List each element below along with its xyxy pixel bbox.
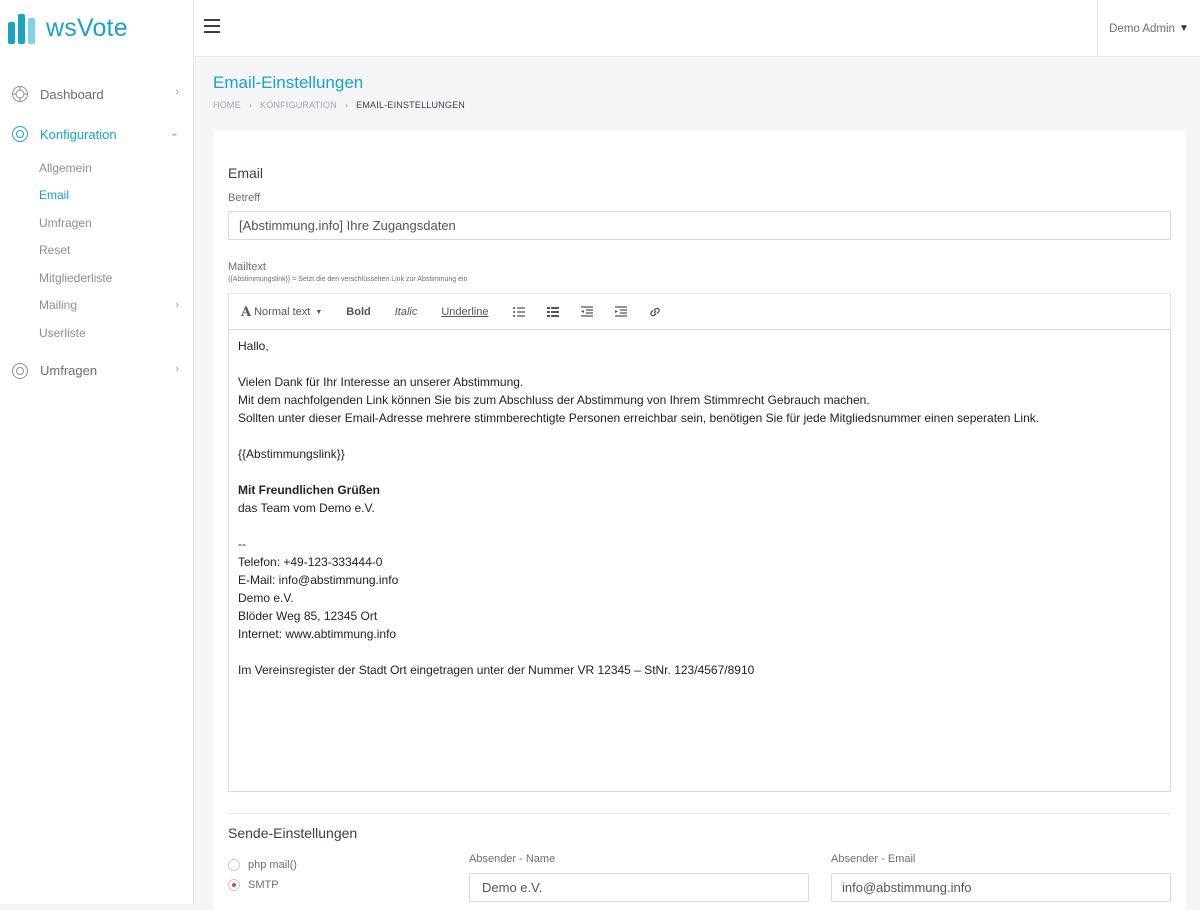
editor-line [238,643,1161,661]
sidebar-nav [0,74,193,391]
chevron-right-icon: › [175,298,179,311]
sidebar-subitem-label: Mailing [39,298,78,313]
radio-smtp[interactable] [228,879,279,891]
editor-line: {{Abstimmungslink}} [238,447,345,461]
subject-label: Betreff [228,192,261,204]
bold-button[interactable]: Bold [346,306,371,318]
radio-label: SMTP [248,879,279,891]
link-icon[interactable] [648,305,662,319]
editor-toolbar [228,293,1171,330]
sender-email-input[interactable]: info@abstimmung.info [831,873,1171,902]
chevron-right-icon: › [344,100,349,110]
page-title: Email-Einstellungen [213,73,364,92]
sidebar-item-umfragen[interactable] [0,351,193,391]
radio-php-mail[interactable] [228,859,297,871]
menu-icon[interactable] [204,19,220,33]
breadcrumb-current: EMAIL-EINSTELLUNGEN [356,100,465,110]
editor-line: das Team vom Demo e.V. [238,501,375,515]
logo[interactable] [0,0,193,56]
email-settings-card [213,130,1186,910]
logo-icon [8,12,40,44]
chevron-down-icon: ⌄ [169,127,179,139]
editor-line [238,463,1161,481]
mailtext-label: Mailtext [228,261,266,273]
submenu-konfiguration [0,154,193,347]
editor-line: Telefon: +49-123-333444-0 [238,555,383,569]
breadcrumb-home[interactable]: HOME [213,100,241,110]
sender-name-label: Absender - Name [469,853,556,865]
sidebar-item-label: Konfiguration [40,126,117,142]
sidebar-item-konfiguration[interactable] [0,114,193,154]
sidebar-subitem-mailing[interactable] [39,292,193,320]
sidebar-subitem-mitgliederliste[interactable]: Mitgliederliste [39,270,113,285]
editor-line: Demo e.V. [238,591,294,605]
breadcrumb [213,100,465,110]
sidebar-item-label: Dashboard [40,86,104,102]
editor-line: -- [238,537,246,551]
radio-unchecked-icon [228,859,240,871]
numbered-list-icon[interactable] [546,305,560,319]
sidebar [0,0,194,904]
sidebar-subitem-email[interactable]: Email [39,188,70,203]
indent-icon[interactable] [614,305,628,319]
underline-button[interactable]: Underline [441,306,489,318]
poll-icon [10,361,30,381]
editor-line: E-Mail: info@abstimmung.info [238,573,399,587]
chevron-right-icon: › [175,362,179,375]
app-name: wsVote [46,13,128,42]
editor-line: Mit dem nachfolgenden Link können Sie bis zum Abschluss der Abstimmung von Ihrem Stimmrecht Gebrauch machen. [238,393,870,407]
chevron-right-icon: › [175,86,179,98]
section-divider [228,813,1171,814]
editor-line: Mit Freundlichen Grüßen [238,483,381,497]
editor-line: Vielen Dank für Ihr Interesse an unserer Abstimmung. [238,375,524,389]
sender-name-input[interactable]: Demo e.V. [469,873,809,902]
email-section-title: Email [228,165,264,181]
chevron-down-icon: ▼ [1178,23,1189,34]
sidebar-subitem-allgemein[interactable]: Allgemein [39,160,92,175]
sidebar-subitem-reset[interactable]: Reset [39,243,71,258]
user-menu[interactable] [1097,0,1200,57]
user-name: Demo Admin [1109,22,1175,35]
sender-email-label: Absender - Email [831,853,916,865]
sidebar-item-label: Umfragen [40,363,98,378]
italic-button[interactable]: Italic [394,306,418,318]
mailtext-editor[interactable] [228,329,1171,792]
top-bar [194,0,1200,57]
chevron-down-icon: ▼ [315,308,323,316]
editor-line: Sollten unter dieser Email-Adresse mehrere stimmberechtigte Personen erreichbar sein, benötigen Sie für jede Mitgliedsnummer einen seperaten Link. [238,411,1040,425]
editor-line [238,517,1161,535]
editor-line [238,355,1161,373]
editor-line [238,427,1161,445]
chevron-right-icon: › [248,100,253,110]
text-format-label: Normal text [254,306,311,318]
text-format-dropdown[interactable] [241,305,322,320]
dashboard-icon [10,84,30,104]
sidebar-subitem-umfragen[interactable]: Umfragen [39,215,92,230]
subject-input[interactable]: [Abstimmung.info] Ihre Zugangsdaten [228,211,1171,240]
sidebar-subitem-userliste[interactable]: Userliste [39,325,86,340]
sidebar-item-dashboard[interactable] [0,74,193,114]
font-icon: A [241,304,252,320]
settings-icon [10,124,30,144]
editor-line: Blöder Weg 85, 12345 Ort [238,609,378,623]
editor-line: Internet: www.abtimmung.info [238,627,397,641]
bullet-list-icon[interactable] [512,305,526,319]
radio-checked-icon [228,879,240,891]
editor-line: Hallo, [238,339,269,353]
editor-line: Im Vereinsregister der Stadt Ort eingetragen unter der Nummer VR 12345 – StNr. 123/4567/8910 [238,663,755,677]
breadcrumb-konfiguration[interactable]: KONFIGURATION [260,100,337,110]
send-section-title: Sende-Einstellungen [228,825,358,841]
radio-label: php mail() [248,859,297,871]
outdent-icon[interactable] [580,305,594,319]
mailtext-hint: {{Abstimmungslink}} = Setzt die den verschlüsselten Link zur Abstimmung ein [228,276,468,283]
